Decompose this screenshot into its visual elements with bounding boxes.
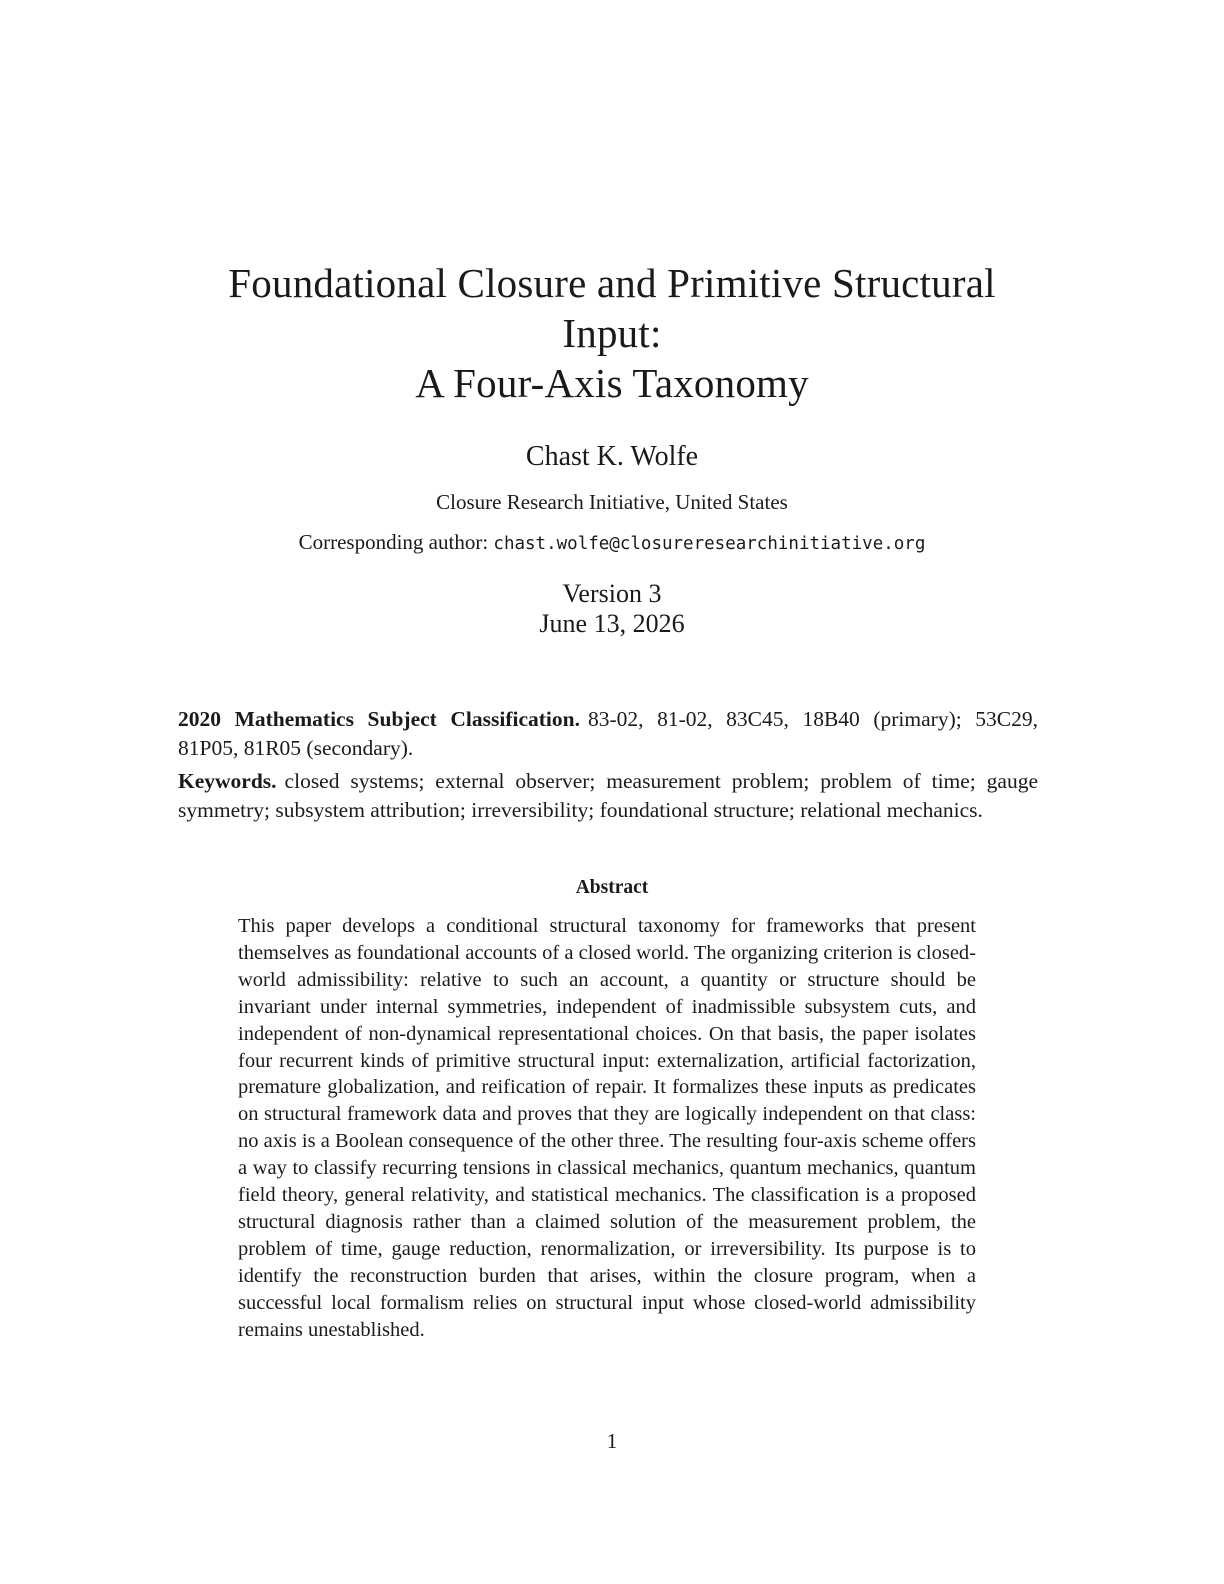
title-line-1: Foundational Closure and Primitive Structural — [228, 260, 996, 306]
corresponding-label: Corresponding author: — [298, 530, 489, 554]
msc-label: 2020 Mathematics Subject Classification. — [178, 707, 580, 731]
keywords — [178, 767, 1038, 825]
abstract-body: This paper develops a conditional structural taxonomy for frameworks that present themselves as foundational accounts of a closed world. The organizing criterion is closed-world admissibility: relative to such an account, a quantity or structure should be invariant under internal symmetries, independent of inadmissible subsystem cuts, and independent of non-dynamical representational choices. On that basis, the paper isolates four recurrent kinds of primitive structural input: externalization, artificial factorization, premature globalization, and reification of repair. It formalizes these inputs as predicates on structural framework data and proves that they are logically independent on that class: no axis is a Boolean consequence of the other three. The resulting four-axis scheme offers a way to classify recurring tensions in classical mechanics, quantum mechanics, quantum field theory, general relativity, and statistical mechanics. The classification is a proposed structural diagnosis rather than a claimed solution of the measurement problem, the problem of time, gauge reduction, renormalization, or irreversibility. Its purpose is to identify the reconstruction burden that arises, within the closure program, when a successful local formalism relies on structural input whose closed-world admissibility remains unestablished. — [238, 915, 976, 1341]
author-name: Chast K. Wolfe — [525, 441, 699, 472]
page-number: 1 — [606, 1429, 618, 1453]
version-label: Version 3 — [562, 579, 662, 608]
version-info — [160, 579, 1064, 639]
paper-title — [160, 258, 1064, 408]
corresponding-author — [160, 529, 1064, 557]
publication-date: June 13, 2026 — [539, 609, 685, 638]
title-line-3: A Four-Axis Taxonomy — [415, 360, 809, 406]
title-line-2: Input: — [562, 310, 662, 356]
keywords-label: Keywords. — [178, 769, 277, 793]
keywords-text: closed systems; external observer; measurement problem; problem of time; gauge symmetry; subsystem attribution; irreversibility; foundational structure; relational mechanics. — [178, 769, 1038, 822]
author-affiliation: Closure Research Initiative, United States — [436, 490, 788, 514]
msc-codes: 83-02, 81-02, 83C45, 18B40 (primary); 53C29, 81P05, 81R05 (secondary). — [178, 707, 1038, 760]
abstract-heading: Abstract — [575, 877, 649, 898]
subject-classification — [178, 705, 1038, 763]
corresponding-email: chast.wolfe@closureresearchinitiative.org — [493, 534, 926, 554]
